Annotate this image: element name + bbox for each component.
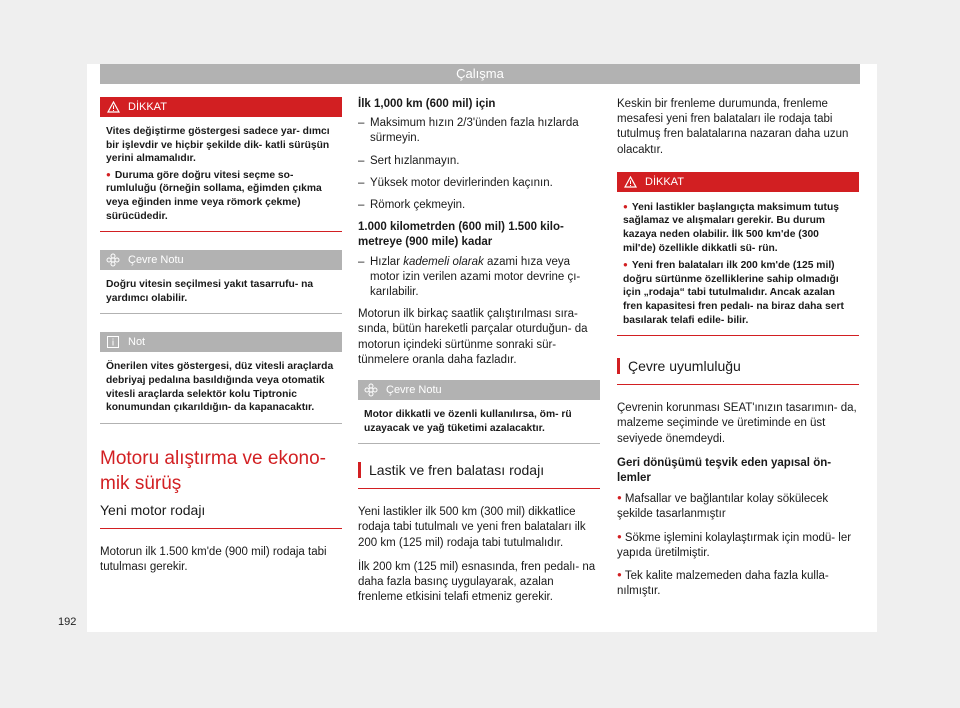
note-title: Not: [128, 336, 146, 349]
list-item: – Yüksek motor devirlerinden kaçının.: [358, 176, 600, 191]
list-item: – Sert hızlanmayın.: [358, 154, 600, 169]
list-item: ● Mafsallar ve bağlantılar kolay sökülecek şekilde tasarlanmıştır: [617, 493, 829, 521]
warning-triangle-icon: [106, 100, 120, 114]
warning-bullet: Yeni lastikler başlangıçta maksimum tutuş sağlamaz ve alışmaları gerekir. Bu durum kazaya neden olabilir. İlk 500 km'de (300 mil'de) özellikle dikkatli sü- rün.: [623, 201, 840, 254]
heading: Geri dönüşümü teşvik eden yapısal ön- lemler: [617, 456, 832, 484]
warning-bullet: Yeni fren balataları ilk 200 km'de (125 mil) doğru sürtünme özelliklerine sahip olmadığı için „rodaja“ tabi tutulmalıdır. Ancak azalan fren kapasitesi fren pedalı- na biraz daha sert basılarak telafi edile- bilir.: [623, 260, 844, 326]
heading: 1.000 kilometrden (600 mil) 1.500 kilo- metreye (900 mile) kadar: [358, 221, 564, 249]
warning-bullet: Duruma göre doğru vitesi seçme so- rumluluğu (örneğin sollama, eğimden çıkma veya eğinden inme veya römork çekme) sürücüdedir.: [106, 169, 322, 222]
warning-triangle-icon: [623, 175, 637, 189]
bullet-icon: ●: [617, 493, 622, 503]
warning-title: DİKKAT: [645, 175, 684, 188]
warning-box: [617, 172, 859, 336]
paragraph: Motorun ilk birkaç saatlik çalıştırılması sıra- sında, bütün hareketli parçalar oturduğun- da motorun içindeki sürtünme sonraki sür- tünmelere oranla daha fazladır.: [358, 308, 588, 366]
section-heading: [358, 462, 600, 489]
paragraph: Motorun ilk 1.500 km'de (900 mil) rodaja tabi tutulması gerekir.: [100, 545, 327, 573]
environment-note-title: Çevre Notu: [128, 254, 184, 267]
bullet-icon: ●: [617, 569, 622, 579]
list-item: – Maksimum hızın 2/3'ünden fazla hızlarda sürmeyin.: [358, 116, 600, 146]
section-heading-text: Lastik ve fren balatası rodajı: [369, 462, 545, 479]
section-title: Motoru alıştırma ve ekono-: [100, 447, 326, 469]
bullet-icon: ●: [617, 531, 622, 541]
heading: İlk 1,000 km (600 mil) için: [358, 98, 496, 110]
column-3: [617, 97, 859, 605]
info-icon: [106, 335, 120, 349]
environment-note-text: Motor dikkatli ve özenli kullanılırsa, öm- rü uzayacak ve yağ tüketimi azalacaktır.: [364, 409, 572, 434]
page-number: 192: [58, 616, 77, 628]
warning-text: Vites değiştirme göstergesi sadece yar- dımcı bir işlevdir ve hiçbir şekilde dik- katli sürüşün yerini almamalıdır.: [106, 126, 330, 165]
list-item: ● Sökme işlemini kolaylaştırmak için modü- ler yapıda üretilmiştir.: [617, 531, 852, 559]
section-heading-text: Çevre uyumluluğu: [628, 358, 741, 375]
list-item: ● Tek kalite malzemeden daha fazla kulla- nılmıştır.: [617, 569, 829, 598]
section-heading: [617, 358, 859, 385]
bullet-icon: [623, 260, 632, 271]
flower-icon: [106, 253, 120, 267]
environment-note-text: Doğru vitesin seçilmesi yakıt tasarrufu- na yardımcı olabilir.: [106, 279, 314, 304]
section-title-line-2: mik sürüş: [100, 472, 182, 494]
accent-bar: [617, 358, 620, 374]
paragraph: Çevrenin korunması SEAT'ınızın tasarımın- da, malzeme seçiminde ve üretiminde en üst seviyede önemdeydi.: [617, 402, 857, 445]
environment-note-title: Çevre Notu: [386, 384, 442, 397]
flower-icon: [364, 383, 378, 397]
paragraph: İlk 200 km (125 mil) esnasında, fren pedalı- na daha fazla basınç uygulayarak, azalan frenleme etkisini telafi etmeniz gerekir.: [358, 560, 596, 604]
environment-note-box: [358, 380, 600, 444]
list-item: – Römork çekmeyin.: [358, 198, 600, 213]
page-header: Çalışma: [100, 64, 860, 84]
column-1: [100, 97, 342, 584]
bullet-icon: [623, 202, 632, 213]
list-item: – Hızlar kademeli olarak azami hıza veya motor izin verilen azami motor devrine çı- karılabilir.: [358, 255, 600, 301]
column-2: [358, 97, 600, 614]
accent-bar: [358, 462, 361, 478]
bullet-icon: [106, 170, 115, 181]
note-box: [100, 332, 342, 423]
warning-box: [100, 97, 342, 232]
paragraph: Keskin bir frenleme durumunda, frenleme mesafesi yeni fren balataları ile rodaja tabi tutulmuş fren balatalarına nazaran daha uzun olacaktır.: [617, 98, 849, 156]
environment-note-box: [100, 250, 342, 314]
subsection-title: Yeni motor rodajı: [100, 502, 342, 529]
warning-title: DİKKAT: [128, 101, 167, 113]
paragraph: Yeni lastikler ilk 500 km (300 mil) dikkatlice rodaja tabi tutulmalı ve yeni fren balataları ilk 200 km (125 mil) rodaja tabi tutulmalıdır.: [358, 506, 586, 549]
note-text: Önerilen vites göstergesi, düz vitesli araçlarda debriyaj pedalına basıldığında veya otomatik vitesli araçlarda selektör kolu Tiptronic konumundan çıkarıldığın- da kapanacaktır.: [106, 361, 334, 414]
